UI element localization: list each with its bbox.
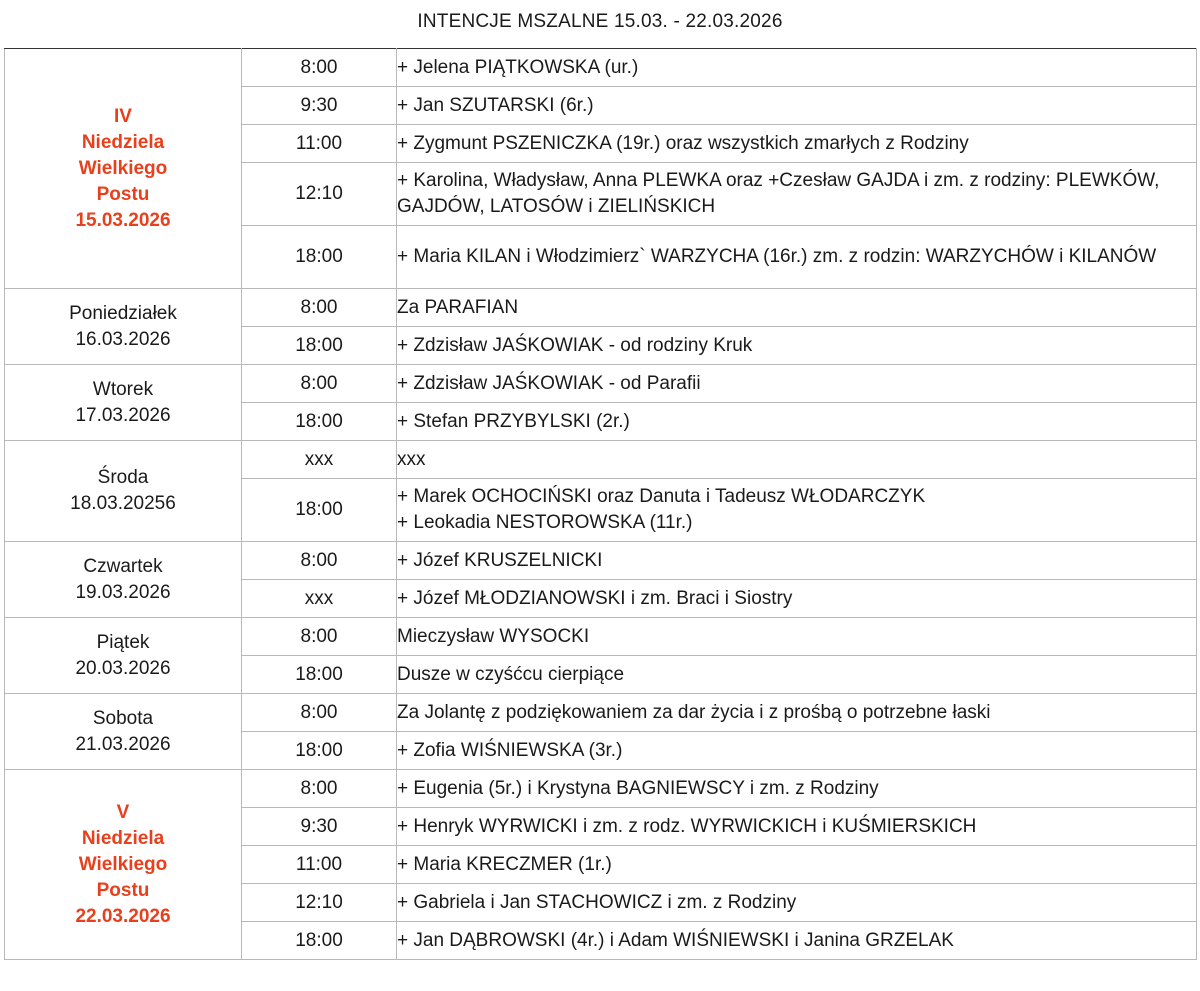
day-label: IV Niedziela Wielkiego Postu 15.03.2026	[5, 49, 242, 289]
day-label: Poniedziałek 16.03.2026	[5, 289, 242, 365]
mass-intention: Mieczysław WYSOCKI	[397, 618, 1197, 656]
mass-intention: Dusze w czyśćcu cierpiące	[397, 656, 1197, 694]
mass-time: 18:00	[242, 403, 397, 441]
mass-time: 8:00	[242, 289, 397, 327]
mass-intention: + Józef MŁODZIANOWSKI i zm. Braci i Siostry	[397, 580, 1197, 618]
table-row	[5, 542, 1197, 580]
mass-time: 12:10	[242, 163, 397, 226]
table-row	[5, 618, 1197, 656]
mass-intention: xxx	[397, 441, 1197, 479]
mass-time: 9:30	[242, 808, 397, 846]
mass-time: 11:00	[242, 125, 397, 163]
mass-intentions-table	[4, 48, 1197, 960]
mass-intention: Za PARAFIAN	[397, 289, 1197, 327]
mass-intention: + Jan SZUTARSKI (6r.)	[397, 87, 1197, 125]
day-label: Środa 18.03.20256	[5, 441, 242, 542]
day-label: Wtorek 17.03.2026	[5, 365, 242, 441]
page-title: INTENCJE MSZALNE 15.03. - 22.03.2026	[417, 11, 783, 32]
mass-time: 18:00	[242, 327, 397, 365]
mass-intention: + Józef KRUSZELNICKI	[397, 542, 1197, 580]
mass-intention: + Zdzisław JAŚKOWIAK - od Parafii	[397, 365, 1197, 403]
mass-time: 8:00	[242, 770, 397, 808]
mass-intention: + Gabriela i Jan STACHOWICZ i zm. z Rodziny	[397, 884, 1197, 922]
table-row	[5, 441, 1197, 479]
mass-time: 8:00	[242, 618, 397, 656]
mass-intention: + Maria KILAN i Włodzimierz` WARZYCHA (16r.) zm. z rodzin: WARZYCHÓW i KILANÓW	[397, 226, 1197, 289]
day-label: V Niedziela Wielkiego Postu 22.03.2026	[5, 770, 242, 960]
mass-time: 9:30	[242, 87, 397, 125]
mass-intention: + Zdzisław JAŚKOWIAK - od rodziny Kruk	[397, 327, 1197, 365]
table-row	[5, 694, 1197, 732]
mass-time: 18:00	[242, 922, 397, 960]
table-row	[5, 770, 1197, 808]
mass-intention: Za Jolantę z podziękowaniem za dar życia i z prośbą o potrzebne łaski	[397, 694, 1197, 732]
day-label: Czwartek 19.03.2026	[5, 542, 242, 618]
mass-time: 18:00	[242, 479, 397, 542]
mass-intention: + Stefan PRZYBYLSKI (2r.)	[397, 403, 1197, 441]
mass-intention: + Zofia WIŚNIEWSKA (3r.)	[397, 732, 1197, 770]
mass-time: 8:00	[242, 694, 397, 732]
mass-intention: + Jan DĄBROWSKI (4r.) i Adam WIŚNIEWSKI i Janina GRZELAK	[397, 922, 1197, 960]
mass-time: xxx	[242, 580, 397, 618]
mass-time: xxx	[242, 441, 397, 479]
day-label: Sobota 21.03.2026	[5, 694, 242, 770]
mass-time: 8:00	[242, 542, 397, 580]
mass-time: 8:00	[242, 49, 397, 87]
mass-time: 18:00	[242, 732, 397, 770]
mass-intention: + Karolina, Władysław, Anna PLEWKA oraz +Czesław GAJDA i zm. z rodziny: PLEWKÓW, GAJDÓW, LATOSÓW i ZIELIŃSKICH	[397, 163, 1197, 226]
mass-intention: + Zygmunt PSZENICZKA (19r.) oraz wszystkich zmarłych z Rodziny	[397, 125, 1197, 163]
mass-intention: + Maria KRECZMER (1r.)	[397, 846, 1197, 884]
table-row	[5, 365, 1197, 403]
mass-time: 18:00	[242, 656, 397, 694]
mass-time: 18:00	[242, 226, 397, 289]
mass-time: 8:00	[242, 365, 397, 403]
day-label: Piątek 20.03.2026	[5, 618, 242, 694]
table-row	[5, 49, 1197, 87]
table-row	[5, 289, 1197, 327]
mass-intention: + Eugenia (5r.) i Krystyna BAGNIEWSCY i zm. z Rodziny	[397, 770, 1197, 808]
mass-intention: + Henryk WYRWICKI i zm. z rodz. WYRWICKICH i KUŚMIERSKICH	[397, 808, 1197, 846]
mass-time: 11:00	[242, 846, 397, 884]
mass-intention: + Marek OCHOCIŃSKI oraz Danuta i Tadeusz WŁODARCZYK + Leokadia NESTOROWSKA (11r.)	[397, 479, 1197, 542]
mass-time: 12:10	[242, 884, 397, 922]
mass-intention: + Jelena PIĄTKOWSKA (ur.)	[397, 49, 1197, 87]
